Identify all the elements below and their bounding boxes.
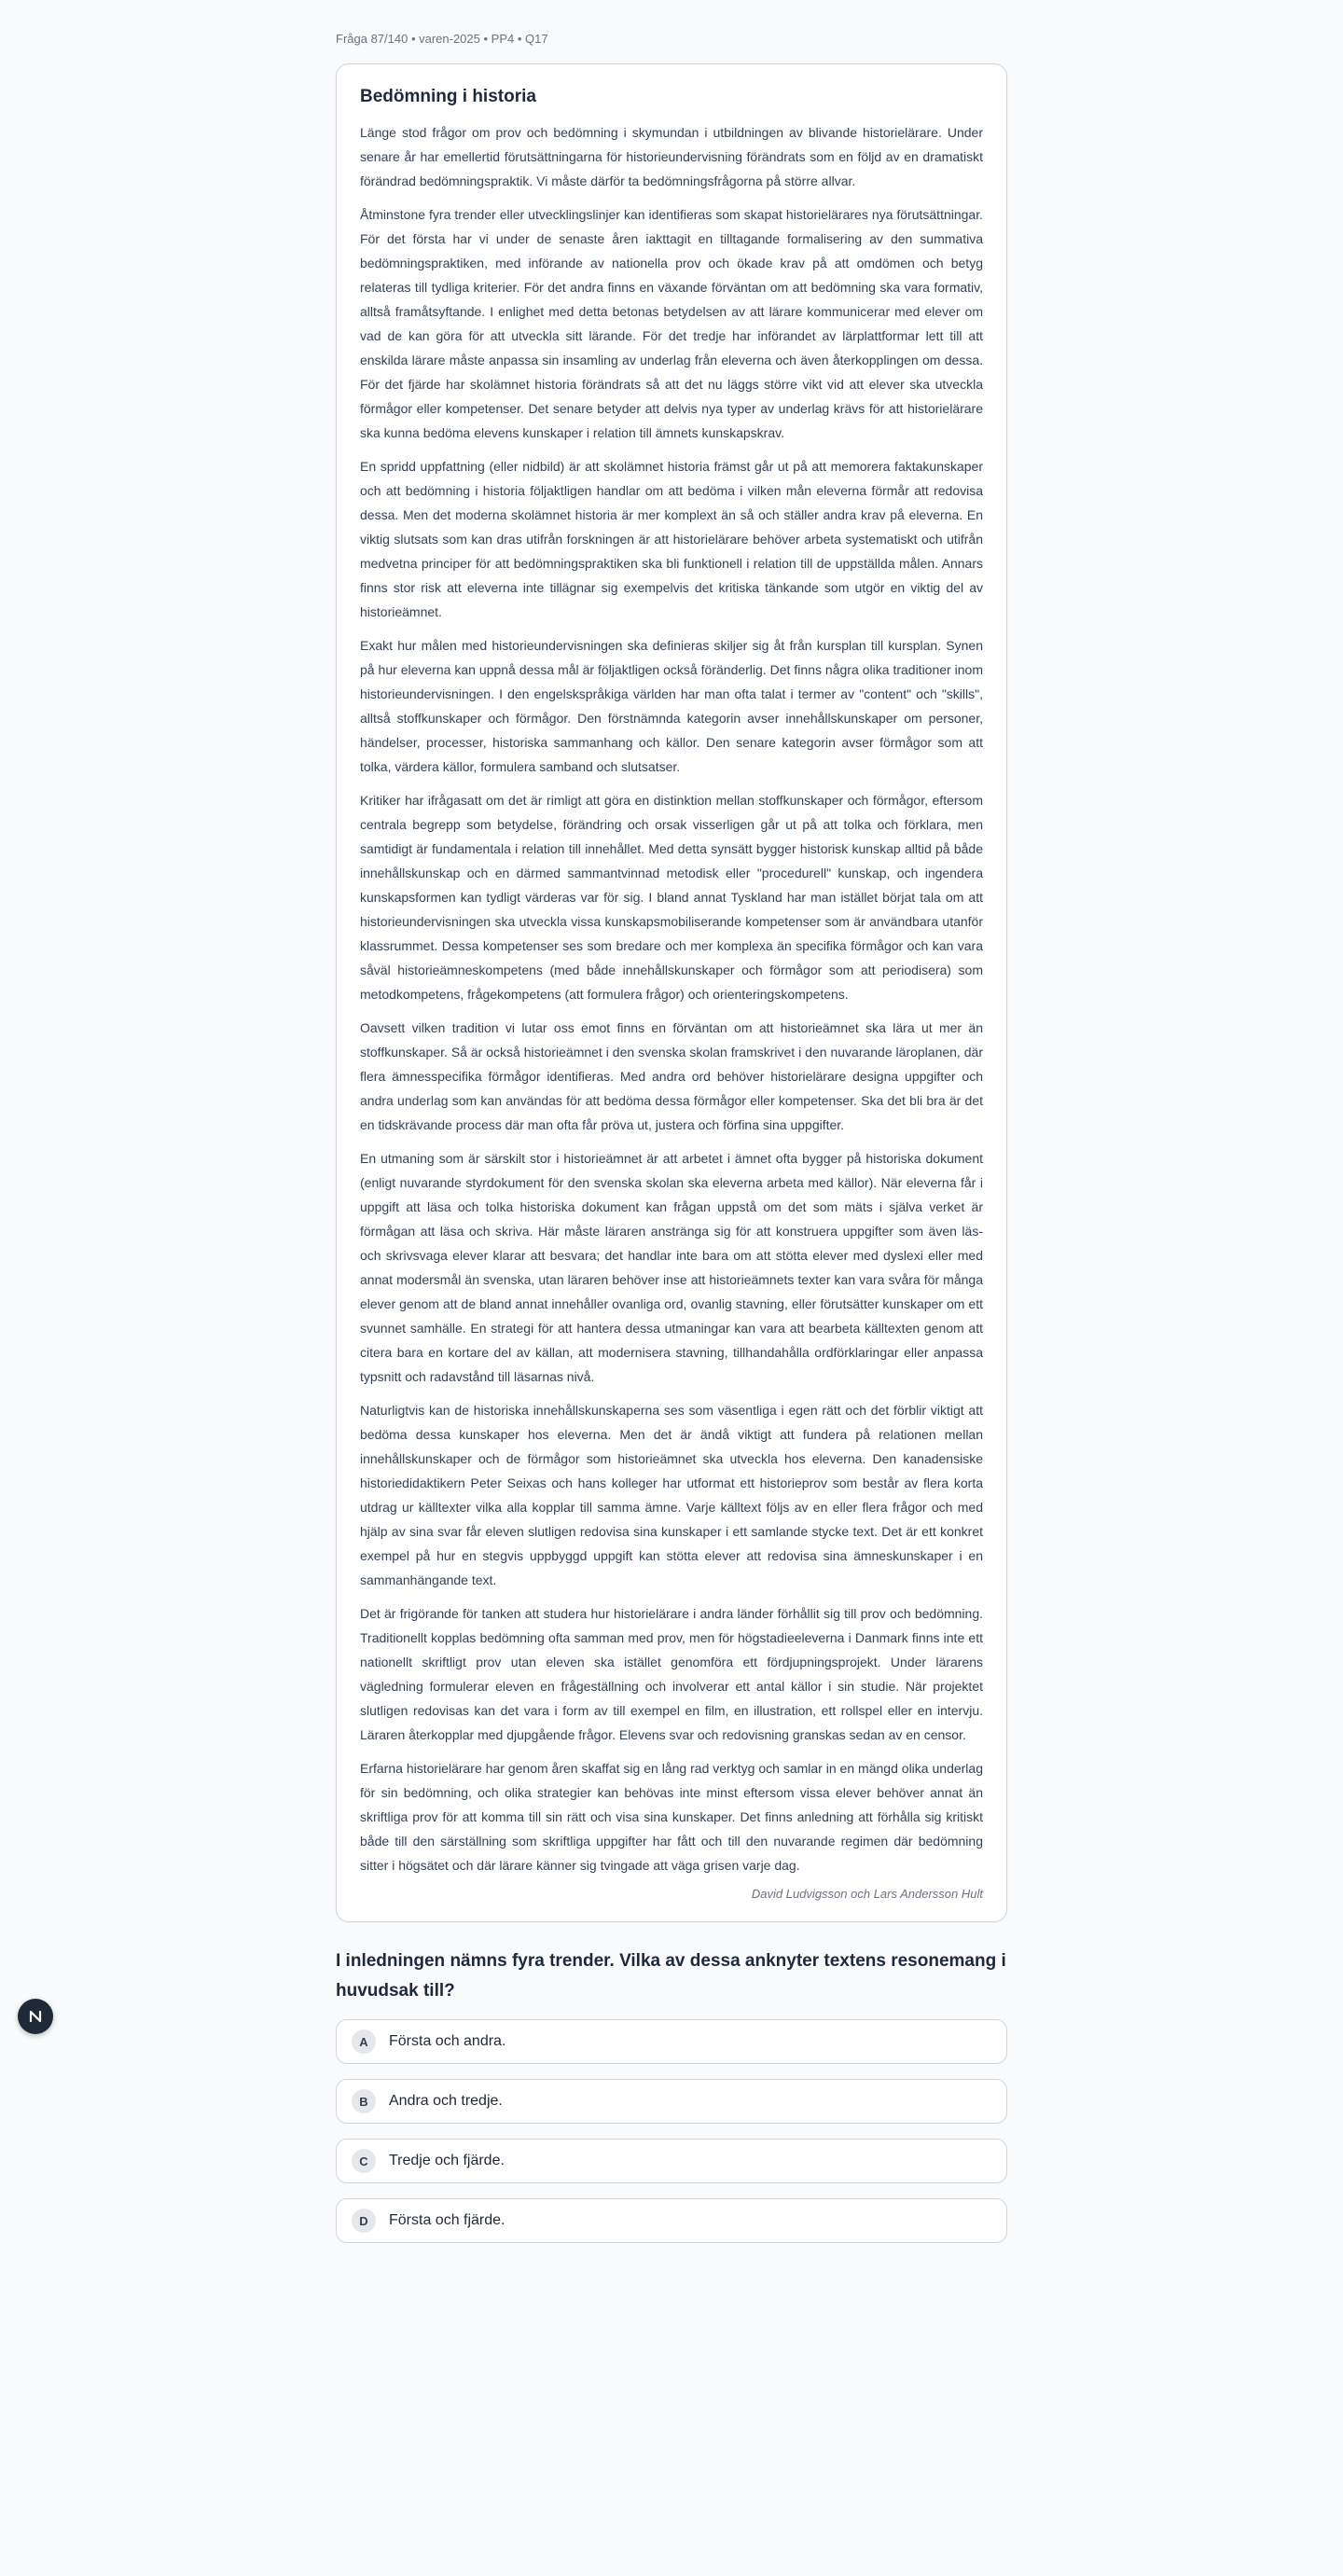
passage-title: Bedömning i historia — [360, 87, 536, 106]
option-label: Tredje och fjärde. — [389, 2153, 505, 2168]
passage-paragraph: Det är frigörande för tanken att studera hur historielärare i andra länder förhållit sig till prov och bedömning. Traditionellt kopplas bedömning ofta samman med prov, men för högstadieeleverna i Danmark finns inte ett nationellt skriftligt prov utan eleven ska istället genomföra ett fördjupningsprojekt. Under lärarens vägledning formulerar eleven en frågeställning och involverar ett antal källor i sin studie. När projektet slutligen redovisas kan det vara i form av till exempel en film, en illustration, ett rollspel eller en intervju. Läraren återkopplar med djupgående frågor. Elevens svar och redovisning granskas sedan av en censor. — [360, 1606, 983, 1742]
option-letter-badge: B — [352, 2089, 376, 2113]
answer-options — [336, 2019, 1007, 2243]
passage-card — [336, 63, 1007, 1922]
answer-option-b[interactable] — [336, 2079, 1007, 2124]
question-text: I inledningen nämns fyra trender. Vilka av dessa anknyter textens resonemang i huvudsak till? — [336, 1951, 1006, 2001]
passage-paragraph: Länge stod frågor om prov och bedömning i skymundan i utbildningen av blivande historielärare. Under senare år har emellertid förutsättningarna för historieundervisning förändrats som en följd av en dramatiskt förändrad bedömningspraktik. Vi måste därför ta bedömningsfrågorna på större allvar. — [360, 125, 983, 188]
answer-option-c[interactable] — [336, 2139, 1007, 2183]
passage-author: David Ludvigsson och Lars Andersson Hult — [751, 1887, 983, 1901]
passage-paragraph: Åtminstone fyra trender eller utvecklingslinjer kan identifieras som skapat historielärares nya förutsättningar. För det första har vi under de senaste åren iakttagit en tilltagande formalisering av den summativa bedömningspraktiken, med införande av nationella prov och ökade krav på att omdömen och betyg relateras till tydliga kriterier. För det andra finns en växande förväntan om att bedömning ska vara formativ, alltså framåtsyftande. I enlighet med detta betonas betydelsen av att lärare kommunicerar med elever om vad de kan göra för att utveckla sitt lärande. För det tredje har införandet av lärplattformar lett till att enskilda lärare måste anpassa sin insamling av underlag från eleverna och även återkopplingen om dessa. För det fjärde har skolämnet historia förändrats så att det nu läggs större vikt vid att elever ska utveckla förmågor eller kompetenser. Det senare betyder att delvis nya typer av underlag krävs för att historielärare ska kunna bedöma elevens kunskaper i relation till ämnets kunskapskrav. — [360, 207, 983, 440]
question-meta: Fråga 87/140 • varen-2025 • PP4 • Q17 — [336, 32, 548, 46]
passage-paragraph: Kritiker har ifrågasatt om det är rimligt att göra en distinktion mellan stoffkunskaper och förmågor, eftersom centrala begrepp som betydelse, förändring och orsak visserligen går ut på att tolka och förklara, men samtidigt är fundamentala i relation till innehållet. Med detta synsätt bygger historisk kunskap alltid på både innehållskunskap och en därmed sammantvinnad metodisk eller "procedurell" kunskap, och ingendera kunskapsformen kan tydligt värderas var för sig. I bland annat Tyskland har man istället börjat tala om att historieundervisningen ska utveckla vissa kunskapsmobiliserande kompetenser som är användbara utanför klassrummet. Dessa kompetenser ses som bredare och mer komplexa än specifika förmågor och kan vara såväl historieämneskompetens (med både innehållskunskaper och förmågor som att periodisera) som metodkompetens, frågekompetens (att formulera frågor) och orienteringskompetens. — [360, 793, 983, 1002]
n-logo-icon — [26, 2007, 45, 2026]
passage-paragraph: En utmaning som är särskilt stor i historieämnet är att arbetet i ämnet ofta bygger på historiska dokument (enligt nuvarande styrdokument för den svenska skolan ska eleverna arbeta med källor). När eleverna får i uppgift att läsa och tolka historiska dokument kan frågan uppstå om det som mäts i själva verket är förmågan att läsa och skriva. Här måste läraren anstränga sig för att konstruera uppgifter som även läs- och skrivsvaga elever klarar att besvara; det handlar inte bara om att stötta elever med dyslexi eller med annat modersmål än svenska, utan läraren behöver inse att historieämnets texter kan vara svåra för många elever genom att de bland annat innehåller ovanliga ord, ovanlig stavning, eller förutsätter kunskaper om ett svunnet samhälle. En strategi för att hantera dessa utmaningar kan vara att bearbeta källtexten genom att citera bara en kortare del av källan, att modernisera stavning, tillhandahålla ordförklaringar eller anpassa typsnitt och radavstånd till läsarnas nivå. — [360, 1151, 983, 1384]
quiz-container — [336, 0, 1007, 2258]
passage-paragraph: Naturligtvis kan de historiska innehållskunskaperna ses som väsentliga i egen rätt och det förblir viktigt att bedöma dessa kunskaper hos eleverna. Men det är ändå viktigt att fundera på relationen mellan innehållskunskaper och de förmågor som historieämnet ska utveckla hos eleverna. Den kanadensiske historiedidaktikern Peter Seixas och hans kolleger har utformat ett historieprov som består av flera korta utdrag ur källtexter vilka alla kopplar till samma ämne. Varje källtext följs av en eller flera frågor och med hjälp av sina svar får eleven slutligen redovisa sina kunskaper i ett samlande stycke text. Det är ett konkret exempel på hur en stegvis uppbyggd uppgift kan stötta elever att redovisa sina ämneskunskaper i en sammanhängande text. — [360, 1403, 983, 1587]
option-letter-badge: A — [352, 2029, 376, 2054]
passage-paragraph: En spridd uppfattning (eller nidbild) är att skolämnet historia främst går ut på att memorera faktakunskaper och att bedömning i historia följaktligen handlar om att bedöma i vilken mån eleverna förmår att redovisa dessa. Men det moderna skolämnet historia är mer komplext än så och ställer andra krav på eleverna. En viktig slutsats som kan dras utifrån forskningen är att historielärare behöver arbeta systematiskt och utifrån medvetna principer för att bedömningspraktiken ska bli funktionell i relation till de uppställda målen. Annars finns stor risk att eleverna inte tillägnar sig exempelvis det kritiska tänkande som utgör en viktig del av historieämnet. — [360, 459, 983, 619]
option-letter-badge: D — [352, 2209, 376, 2233]
option-label: Andra och tredje. — [389, 2093, 503, 2109]
passage-paragraph: Oavsett vilken tradition vi lutar oss emot finns en förväntan om att historieämnet ska lära ut mer än stoffkunskaper. Så är också historieämnet i den svenska skolan framskrivet i den nuvarande läroplanen, där flera ämnesspecifika förmågor identifieras. Med andra ord behöver historielärare designa uppgifter och andra underlag som kan användas för att bedöma dessa förmågor eller kompetenser. Ska det bli bra är det en tidskrävande process där man ofta får pröva ut, justera och förfina sina uppgifter. — [360, 1020, 983, 1132]
passage-paragraph: Exakt hur målen med historieundervisningen ska definieras skiljer sig åt från kursplan till kursplan. Synen på hur eleverna kan uppnå dessa mål är följaktligen också föränderlig. Det finns några olika traditioner inom historieundervisningen. I den engelskspråkiga världen har man ofta talat i termer av "content" och "skills", alltså stoffkunskaper och förmågor. Den förstnämnda kategorin avser innehållskunskaper om personer, händelser, processer, historiska sammanhang och källor. Den senare kategorin avser förmågor som att tolka, värdera källor, formulera samband och slutsatser. — [360, 638, 983, 774]
answer-option-a[interactable] — [336, 2019, 1007, 2064]
option-letter-badge: C — [352, 2149, 376, 2173]
passage-paragraph: Erfarna historielärare har genom åren skaffat sig en lång rad verktyg och samlar in en mängd olika underlag för sin bedömning, och olika strategier kan behövas inte minst eftersom vissa elever behöver annat än skriftliga prov för att komma till sin rätt och visa sina kunskaper. Det finns anledning att förhålla sig kritiskt både till den särställning som skriftliga uppgifter har fått och till den nuvarande regimen där bedömning sitter i högsätet och där lärare känner sig tvingade att väga grisen varje dag. — [360, 1761, 983, 1873]
option-label: Första och andra. — [389, 2033, 506, 2049]
option-label: Första och fjärde. — [389, 2212, 505, 2228]
floating-action-button[interactable] — [18, 1999, 53, 2034]
answer-option-d[interactable] — [336, 2198, 1007, 2243]
